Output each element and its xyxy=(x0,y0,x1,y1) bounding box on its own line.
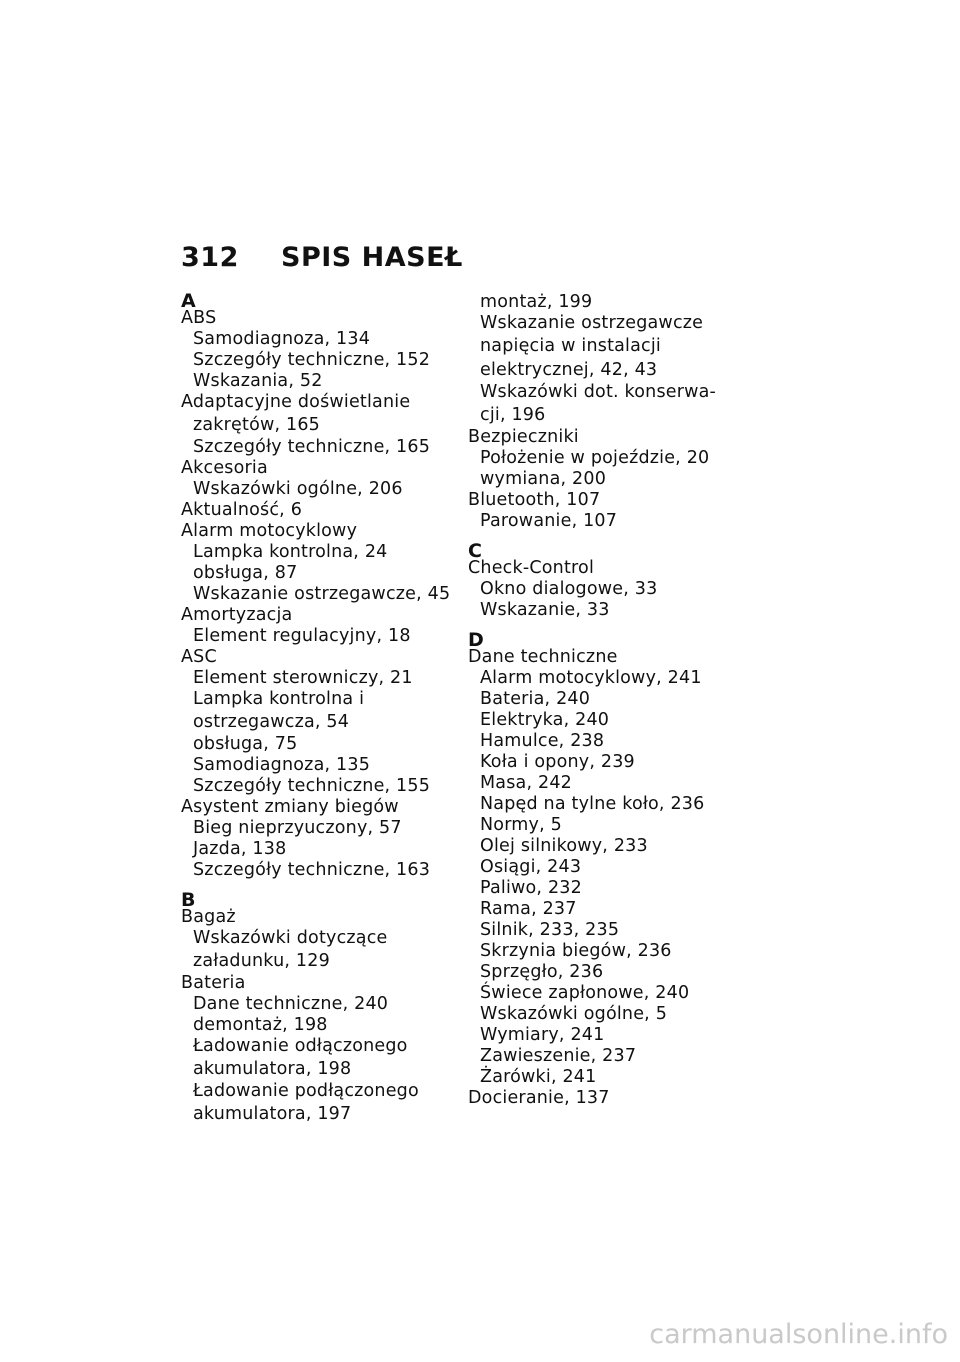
index-entry: Bluetooth, 107 xyxy=(468,490,601,510)
watermark: carmanualsonline.info xyxy=(649,1319,948,1350)
index-subentry: montaż, 199 xyxy=(480,292,593,312)
letter-heading: A xyxy=(181,290,196,312)
index-subentry: Żarówki, 241 xyxy=(480,1067,597,1087)
index-subentry: Bateria, 240 xyxy=(480,689,591,709)
index-entry: Asystent zmiany biegów xyxy=(181,797,399,817)
index-entry-continuation: cji, 196 xyxy=(480,405,546,425)
index-subentry: Osiągi, 243 xyxy=(480,857,582,877)
index-subentry: Olej silnikowy, 233 xyxy=(480,836,648,856)
index-entry-continuation: napięcia w instalacji xyxy=(480,336,661,356)
index-entry: Akcesoria xyxy=(181,458,268,478)
index-column-left xyxy=(181,292,451,1126)
letter-heading: B xyxy=(181,889,196,911)
index-entry-continuation: elektrycznej, 42, 43 xyxy=(480,360,658,380)
index-entry-continuation: ostrzegawcza, 54 xyxy=(193,712,350,732)
index-subentry: Okno dialogowe, 33 xyxy=(480,579,658,599)
index-entry: ASC xyxy=(181,647,217,667)
index-entry-continuation: zakrętów, 165 xyxy=(193,415,321,435)
index-subentry: Rama, 237 xyxy=(480,899,577,919)
index-subentry: Położenie w pojeździe, 20 xyxy=(480,448,710,468)
letter-heading: D xyxy=(468,629,484,651)
index-entry: Bezpieczniki xyxy=(468,427,579,447)
index-subentry: obsługa, 75 xyxy=(193,734,298,754)
index-subentry: Lampka kontrolna, 24 xyxy=(193,542,388,562)
index-subentry: wymiana, 200 xyxy=(480,469,607,489)
letter-heading: C xyxy=(468,540,482,562)
index-subentry: Wskazówki dotyczące xyxy=(193,928,388,948)
index-subentry: Koła i opony, 239 xyxy=(480,752,635,772)
index-subentry: Masa, 242 xyxy=(480,773,572,793)
index-subentry: Wskazówki ogólne, 206 xyxy=(193,479,403,499)
index-subentry: Hamulce, 238 xyxy=(480,731,605,751)
index-subentry: Wskazanie ostrzegawcze xyxy=(480,313,704,333)
index-subentry: Wskazania, 52 xyxy=(193,371,323,391)
index-subentry: Ładowanie odłączonego xyxy=(193,1036,408,1056)
index-entry: Alarm motocyklowy xyxy=(181,521,358,541)
index-subentry: Wskazówki ogólne, 5 xyxy=(480,1004,668,1024)
index-entry-continuation: akumulatora, 197 xyxy=(193,1104,352,1124)
page-header xyxy=(181,242,463,273)
index-entry: Amortyzacja xyxy=(181,605,293,625)
index-entry: Dane techniczne xyxy=(468,647,618,667)
index-subentry: Wskazanie, 33 xyxy=(480,600,610,620)
index-subentry: Samodiagnoza, 134 xyxy=(193,329,371,349)
index-entry: Docieranie, 137 xyxy=(468,1088,610,1108)
index-subentry: Lampka kontrolna i xyxy=(193,689,365,709)
index-subentry: Wymiary, 241 xyxy=(480,1025,605,1045)
index-subentry: Samodiagnoza, 135 xyxy=(193,755,371,775)
index-entry-continuation: akumulatora, 198 xyxy=(193,1059,352,1079)
index-subentry: Napęd na tylne koło, 236 xyxy=(480,794,705,814)
index-subentry: Wskazanie ostrzegawcze, 45 xyxy=(193,584,451,604)
index-subentry: Normy, 5 xyxy=(480,815,562,835)
index-subentry: Silnik, 233, 235 xyxy=(480,920,620,940)
index-entry: ABS xyxy=(181,308,217,328)
index-subentry: Sprzęgło, 236 xyxy=(480,962,604,982)
index-subentry: Jazda, 138 xyxy=(193,839,287,859)
index-subentry: Paliwo, 232 xyxy=(480,878,582,898)
index-subentry: Zawieszenie, 237 xyxy=(480,1046,637,1066)
index-entry: Check-Control xyxy=(468,558,595,578)
index-subentry: obsługa, 87 xyxy=(193,563,298,583)
index-subentry: Szczegóły techniczne, 152 xyxy=(193,350,431,370)
page-title: SPIS HASEŁ xyxy=(281,242,463,273)
index-subentry: Skrzynia biegów, 236 xyxy=(480,941,672,961)
page-number: 312 xyxy=(181,242,239,273)
index-subentry: Ładowanie podłączonego xyxy=(193,1081,419,1101)
index-column-right xyxy=(468,292,738,1109)
index-entry: Aktualność, 6 xyxy=(181,500,303,520)
index-subentry: Element regulacyjny, 18 xyxy=(193,626,411,646)
index-subentry: Szczegóły techniczne, 155 xyxy=(193,776,431,796)
index-entry: Bateria xyxy=(181,973,246,993)
index-entry: Bagaż xyxy=(181,907,236,927)
index-subentry: Parowanie, 107 xyxy=(480,511,618,531)
index-subentry: Bieg nieprzyuczony, 57 xyxy=(193,818,402,838)
index-subentry: Szczegóły techniczne, 163 xyxy=(193,860,431,880)
index-entry-continuation: załadunku, 129 xyxy=(193,951,330,971)
index-subentry: Wskazówki dot. konserwa- xyxy=(480,382,717,402)
index-subentry: demontaż, 198 xyxy=(193,1015,328,1035)
index-subentry: Elektryka, 240 xyxy=(480,710,610,730)
index-subentry: Dane techniczne, 240 xyxy=(193,994,389,1014)
index-subentry: Świece zapłonowe, 240 xyxy=(480,983,690,1003)
index-subentry: Szczegóły techniczne, 165 xyxy=(193,437,431,457)
index-entry: Adaptacyjne doświetlanie xyxy=(181,392,411,412)
index-subentry: Element sterowniczy, 21 xyxy=(193,668,413,688)
index-subentry: Alarm motocyklowy, 241 xyxy=(480,668,702,688)
